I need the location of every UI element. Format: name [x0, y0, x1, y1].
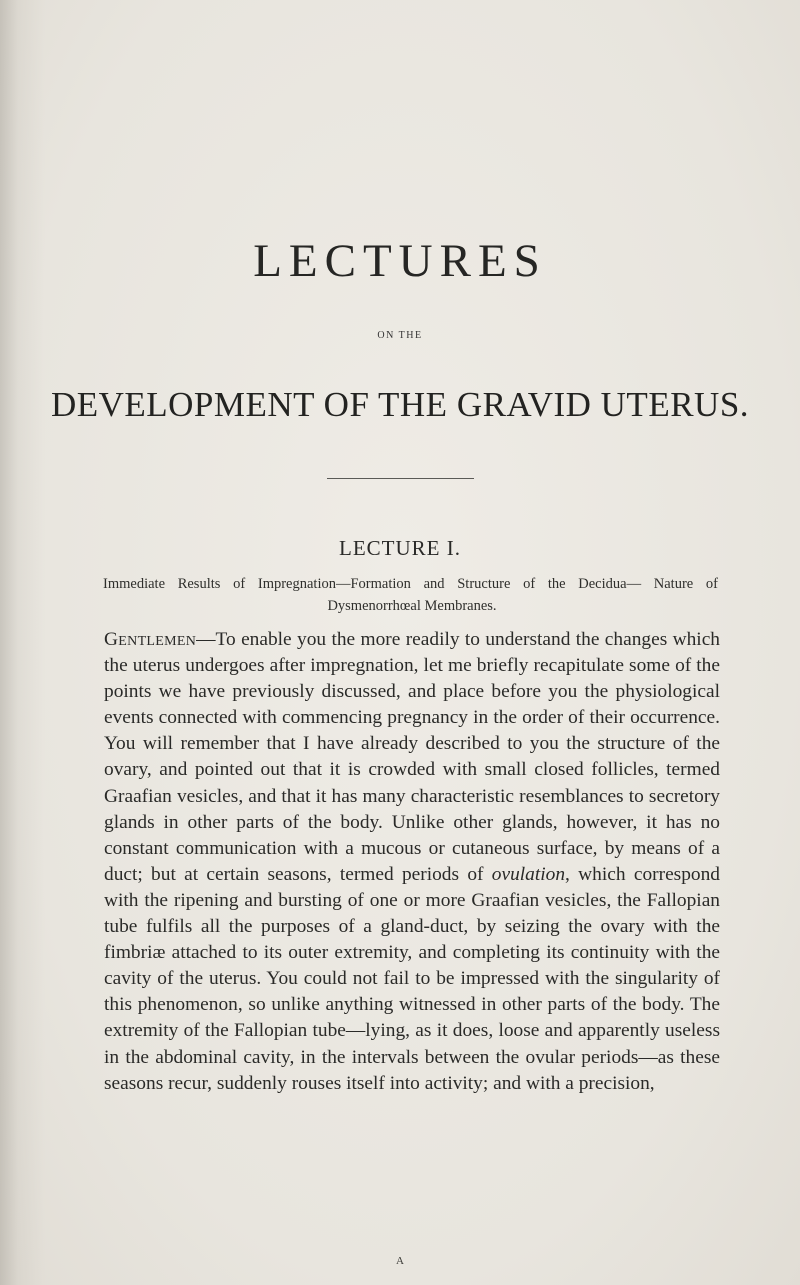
- summary-text: Immediate Results of Impregnation—Formation and Structure of the Decidua— Nature of Dysmenorrhœal Membranes.: [103, 576, 718, 614]
- body-paragraph: [104, 627, 720, 1097]
- book-title: LECTURES: [253, 235, 547, 287]
- lecture-summary: [103, 573, 718, 617]
- lecture-heading: LECTURE I.: [339, 536, 461, 560]
- body-text-part1: —To enable you the more readily to understand the changes which the uterus undergoes after impregnation, let me briefly recapitulate some of the points we have previously discussed, and place before you the physiological events connected with commencing pregnancy in the order of their occurrence. You will remember that I have already described to you the structure of the ovary, and pointed out that it is crowded with small closed follicles, termed Graafian vesicles, and that it has many characteristic resemblances to secretory glands in other parts of the body. Unlike other glands, however, it has no constant communication with a mucous or cutaneous surface, by means of a duct; but at certain seasons, termed periods of: [104, 629, 720, 885]
- divider-rule: [327, 478, 474, 479]
- body-text-italic: ovulation: [491, 863, 566, 885]
- body-text-part2: , which correspond with the ripening and bursting of one or more Graafian vesicles, the Fallopian tube fulfils all the purposes of a gland-duct, by seizing the ovary with the fimbriæ attached to its outer extremity, and completing its continuity with the cavity of the uterus. You could not fail to be impressed with the singularity of this phenomenon, so unlike anything witnessed in other parts of the body. The extremity of the Fallopian tube—lying, as it does, loose and apparently useless in the abdominal cavity, in the intervals between the ovular periods—as these seasons recur, suddenly rouses itself into activity; and with a precision,: [104, 863, 720, 1094]
- title-connector: ON THE: [377, 330, 423, 341]
- signature-mark: A: [396, 1255, 404, 1267]
- book-subject: DEVELOPMENT OF THE GRAVID UTERUS.: [50, 385, 750, 424]
- salutation: Gentlemen: [104, 629, 197, 650]
